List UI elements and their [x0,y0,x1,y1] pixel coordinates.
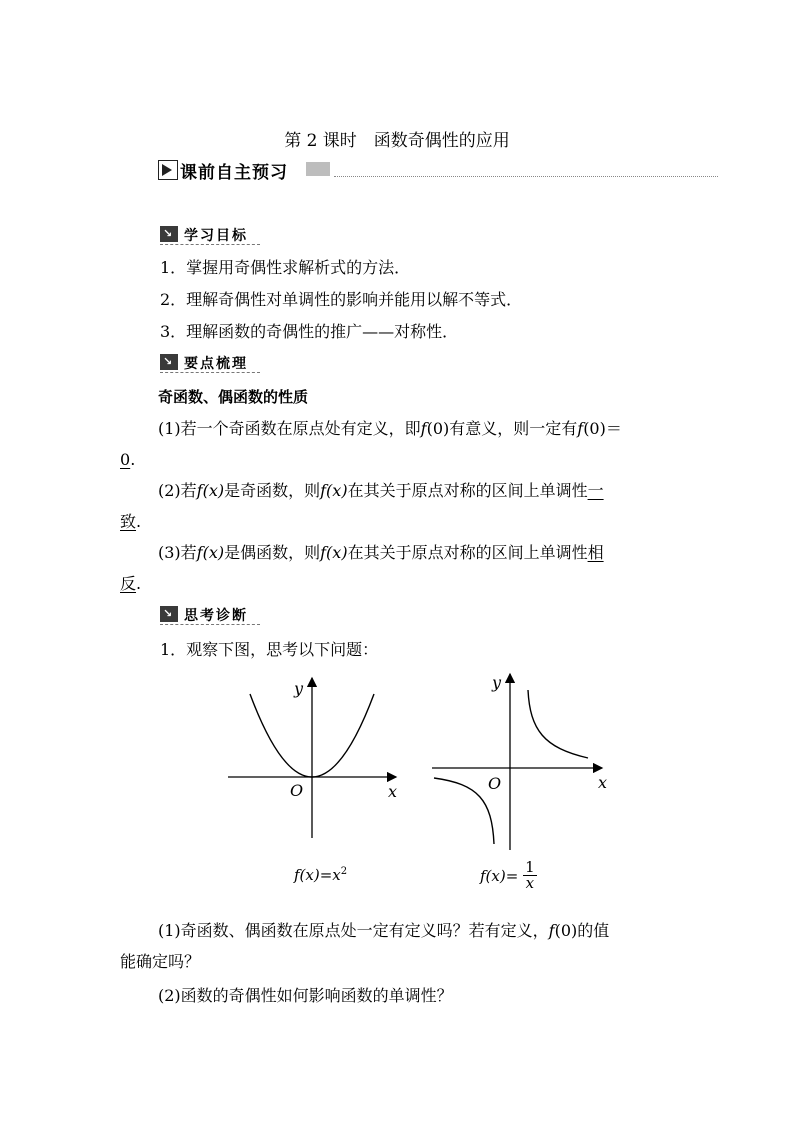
arrow-icon: ↘ [160,606,178,622]
goal-item-3: 3．理解函数的奇偶性的推广——对称性． [160,322,459,341]
answer-blank: 一 [587,481,604,500]
question-1: 1．观察下图，思考以下问题： [160,640,379,659]
banner-divider [334,176,718,177]
property-1-line-1: (1)若一个奇函数在原点处有定义，即f(0)有意义，则一定有f(0)＝ [158,419,622,438]
answer-blank: 致 [120,512,137,531]
goal-item-2: 2．理解奇偶性对单调性的影响并能用以解不等式． [160,290,523,309]
points-heading: ↘ 要点梳理 [160,353,270,375]
goals-heading: ↘ 学习目标 [160,225,270,247]
graph-parabola [220,672,410,872]
answer-blank: 反 [120,574,137,593]
property-1-line-2: 0. [120,450,136,469]
banner-label: 课前自主预习 [180,163,288,183]
sub-question-2: (2)函数的奇偶性如何影响函数的单调性？ [158,986,453,1005]
arrow-box-icon [158,160,178,180]
think-heading: ↘ 思考诊断 [160,605,270,627]
property-3-line-2: 反. [120,574,142,593]
graph-hyperbola [428,668,618,858]
graph1-caption: $f(x)=x^2$ [294,866,348,884]
answer-blank: 0 [120,450,131,469]
property-2-line-1: (2)若f(x)是奇函数，则f(x)在其关于原点对称的区间上单调性一 [158,481,604,500]
origin-label: O [290,781,304,800]
arrow-icon: ↘ [160,354,178,370]
page-title: 第 2 课时 函数奇偶性的应用 [284,131,510,151]
hyperbola-branch-1 [528,690,588,758]
property-2-line-2: 致. [120,512,142,531]
banner-bar [306,162,330,176]
hyperbola-branch-2 [434,778,494,844]
arrow-icon: ↘ [160,226,178,242]
property-3-line-1: (3)若f(x)是偶函数，则f(x)在其关于原点对称的区间上单调性相 [158,543,604,562]
section-banner [158,158,718,184]
origin-label: O [488,774,502,793]
goal-item-1: 1．掌握用奇偶性求解析式的方法． [160,258,411,277]
points-topic: 奇函数、偶函数的性质 [158,388,309,406]
sub-question-1-line-1: (1)奇函数、偶函数在原点处一定有定义吗？若有定义，f(0)的值 [158,921,610,940]
y-label: y [294,679,304,698]
y-label: y [492,673,502,692]
x-label: x [598,773,608,792]
sub-question-1-line-2: 能确定吗？ [120,952,201,971]
graph2-caption: f(x)= $\frac{1}{x}$ [480,858,535,892]
x-label: x [388,782,398,801]
answer-blank: 相 [587,543,604,562]
